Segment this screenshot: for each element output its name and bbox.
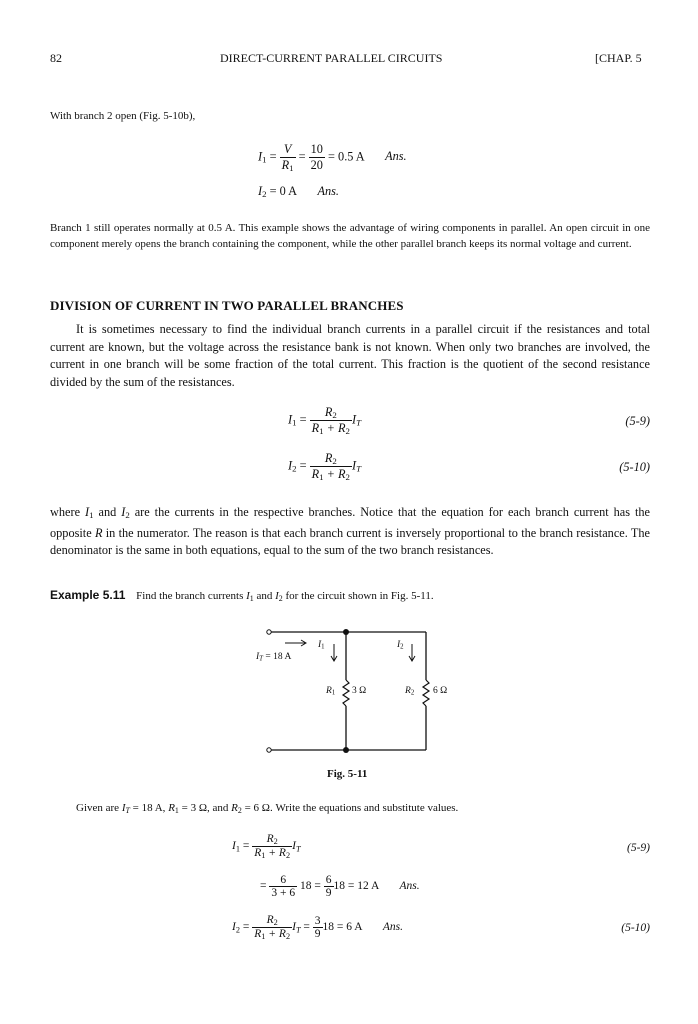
frac-den: $R_1$ [281,158,294,174]
example-statement: Example 5.11 Find the branch currents $I_1$ and $I_2$ for the circuit shown in Fig. 5-11. [50,588,434,603]
fraction: $\frac{R_2}{R_1 + R_2}$ [254,914,291,942]
where-paragraph: where $I_1$ and $I_2$ are the currents in the respective branches. Notice that the equation for each branch current has the opposite R in the numerator. The reason is that each branch current is inversely proportional to the branch resistance. The denominator is the same in both equations, equal to the sum of the two branch resistances. [50,505,650,558]
ans-label: Ans. [385,149,407,164]
solution-line-3: $I_2$ = $\frac{R_2}{R_1 + R_2}$ $I_T$ = $\frac{3}{9}$ 18 = 6 A Ans. [232,914,403,942]
i1-label: $I_1$ [318,640,325,651]
example-label: Example 5.11 [50,588,126,602]
given-text: Given are $I_T = 18$ A, $R_1 = 3$ Ω, and $R_2 = 6$ Ω. Write the equations and substitute values. [76,802,459,815]
r2-value: 6 Ω [433,686,448,696]
fraction: $\frac{6}{3 + 6}$ [271,874,296,899]
section-paragraph: It is sometimes necessary to find the individual branch currents in a parallel circuit if the resistances and total current are known, but the voltage across the resistance bank is not known. When only two branches are involved, the current in one branch will be some fraction of the total current. This fraction is the quotient of the second resistance divided by the sum of the resistances. [50,322,650,389]
equation-i1-open: $I_1$ = $\frac{V}{R_1}$ = $\frac{10}{20}$ = 0.5 A Ans. [258,142,407,174]
fraction: $\frac{3}{9}$ [314,915,321,941]
solution-line-2: = $\frac{6}{3 + 6}$ 18 = $\frac{6}{9}$ 18 = 12 A Ans. [260,874,420,899]
eq-result: = 0 A [269,184,297,198]
eq-lhs-sub: 2 [262,189,267,200]
i2-label: $I_2$ [397,640,404,651]
branch-paragraph: Branch 1 still operates normally at 0.5 A. This example shows the advantage of wiring components in parallel. An open circuit in one component merely opens the branch containing the component, while the other parallel branch keeps its normal voltage and current. [50,222,650,250]
ans-label: Ans. [399,880,420,893]
fraction: $\frac{R_2}{R_1 + R_2}$ [254,833,291,861]
formula-5-10: $I_2$ = $\frac{R_2}{R_1 + R_2}$ $I_T$ [288,451,361,483]
fraction: $\frac{6}{9}$ [325,874,332,899]
eq-lhs-sub: 1 [262,154,267,165]
chapter-label: [CHAP. 5 [595,51,642,65]
equation-tag: (5-9) [625,414,650,428]
eq-result: = 0.5 A [328,149,365,164]
r1-label: $R_1$ [326,686,336,697]
fraction: $\frac{R_2}{R_1 + R_2}$ [311,405,350,437]
frac-num: V [283,142,292,156]
solution-line-1: $I_1$ = $\frac{R_2}{R_1 + R_2}$ $I_T$ [232,833,301,861]
resistor-r1 [343,680,349,706]
terminal-bottom [267,748,271,752]
frac-den: 20 [310,158,323,173]
fraction-v-r1 [280,142,296,173]
terminal-top [267,630,271,634]
section-heading: DIVISION OF CURRENT IN TWO PARALLEL BRANCHES [50,298,404,313]
circuit-diagram [250,620,450,760]
ans-label: Ans. [382,921,403,934]
frac-num: 10 [310,142,323,157]
fraction: $\frac{R_2}{R_1 + R_2}$ [311,451,350,483]
running-title: DIRECT-CURRENT PARALLEL CIRCUITS [220,51,443,65]
equation-tag: (5-10) [619,460,650,474]
equation-i2-open [258,184,339,199]
r1-value: 3 Ω [352,686,367,696]
equation-tag: (5-10) [621,922,650,934]
r2-label: $R_2$ [405,686,415,697]
page-number: 82 [50,51,62,65]
fraction-10-20 [309,142,325,173]
figure-caption: Fig. 5-11 [327,768,368,780]
ans-label: Ans. [317,184,339,198]
intro-text: With branch 2 open (Fig. 5-10b), [50,110,196,122]
resistor-r2 [423,680,429,706]
formula-5-9: $I_1$ = $\frac{R_2}{R_1 + R_2}$ $I_T$ [288,405,361,437]
eq-lhs: I [258,184,263,198]
equation-tag: (5-9) [627,842,650,854]
it-label: $I_T = 18$ A [256,652,292,663]
eq-lhs: I [258,149,263,164]
